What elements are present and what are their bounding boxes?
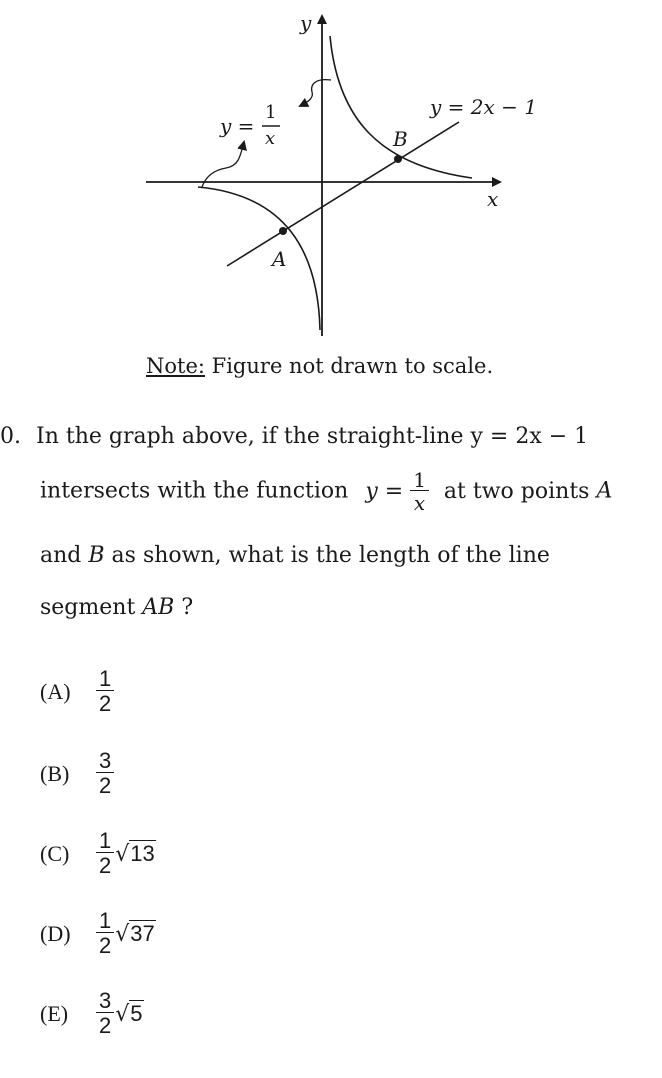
question-line3-and: and — [40, 543, 82, 568]
choice-a-fraction — [96, 668, 114, 715]
choice-b-label: (B) — [40, 760, 70, 786]
choice-d-fraction — [96, 910, 114, 957]
question-line1-text: In the graph above, if the straight-line y = 2x − 1 — [36, 424, 589, 449]
note-prefix: Note: — [146, 354, 205, 378]
sqrt-symbol: √ — [115, 1002, 130, 1027]
question-fraction — [410, 470, 429, 513]
pointer-arrow-upper — [300, 80, 331, 106]
question-line3-b: B — [88, 543, 105, 568]
choice-a-num: 1 — [96, 668, 114, 691]
choice-b-den: 2 — [99, 773, 112, 798]
pointer-arrow-lower — [202, 142, 244, 187]
choice-c-fraction — [96, 830, 114, 877]
choice-c[interactable] — [40, 830, 156, 877]
question-line4-pre: segment — [40, 595, 136, 620]
axis-x-label: x — [487, 187, 499, 211]
curve-label-num: 1 — [265, 102, 277, 123]
choice-d[interactable] — [40, 910, 156, 957]
sqrt-symbol: √ — [115, 842, 130, 867]
question-line2-a: A — [596, 478, 613, 504]
note-text: Figure not drawn to scale. — [204, 354, 494, 378]
choice-e-sqrt — [115, 1000, 143, 1027]
choice-d-root: 37 — [130, 921, 155, 946]
choice-d-label: (D) — [40, 920, 71, 946]
choice-d-den: 2 — [99, 933, 112, 958]
axis-y-label: y — [300, 11, 312, 35]
choice-e-num: 3 — [96, 990, 114, 1013]
graph-figure — [0, 0, 662, 345]
point-a-label: A — [272, 247, 287, 271]
sqrt-symbol: √ — [115, 922, 130, 947]
straight-line — [227, 122, 459, 266]
question-line4-ab: AB — [142, 595, 175, 620]
question-line2-eq: y = — [365, 478, 404, 504]
choice-a-den: 2 — [99, 691, 112, 716]
hyperbola-branch-q3 — [198, 187, 320, 330]
choice-e-fraction — [96, 990, 114, 1037]
choice-a[interactable] — [40, 668, 114, 715]
choice-b-num: 3 — [96, 750, 114, 773]
choice-c-label: (C) — [40, 840, 70, 866]
choice-b-fraction — [96, 750, 114, 797]
choice-d-num: 1 — [96, 910, 114, 933]
choice-e-den: 2 — [99, 1013, 112, 1038]
point-a-dot — [279, 227, 287, 235]
question-line2-pre: intersects with the function — [40, 478, 349, 504]
question-line-1 — [0, 424, 588, 449]
question-line3-rest: as shown, what is the length of the line — [111, 543, 550, 568]
question-line-4 — [40, 595, 193, 620]
question-fraction-num: 1 — [410, 470, 429, 491]
figure-note — [146, 354, 493, 378]
question-line-2 — [40, 470, 612, 513]
choice-e[interactable] — [40, 990, 144, 1037]
question-number: 0. — [0, 424, 21, 449]
choice-d-sqrt — [115, 920, 156, 947]
curve-label-den: x — [265, 128, 276, 149]
question-line4-q: ? — [181, 595, 194, 620]
choice-c-num: 1 — [96, 830, 114, 853]
point-b-dot — [394, 155, 402, 163]
point-b-label: B — [393, 127, 408, 151]
choice-c-sqrt — [115, 840, 156, 867]
choice-e-root: 5 — [130, 1001, 143, 1026]
choice-c-den: 2 — [99, 853, 112, 878]
choice-b[interactable] — [40, 750, 114, 797]
line-label: y = 2x − 1 — [430, 95, 537, 119]
question-line2-post: at two points — [443, 478, 590, 504]
question-line-3 — [40, 543, 550, 568]
choice-c-root: 13 — [130, 841, 155, 866]
choice-a-label: (A) — [40, 678, 71, 704]
choice-e-label: (E) — [40, 1000, 69, 1026]
curve-label-lhs: y = — [220, 114, 255, 138]
question-fraction-den: x — [413, 491, 426, 515]
